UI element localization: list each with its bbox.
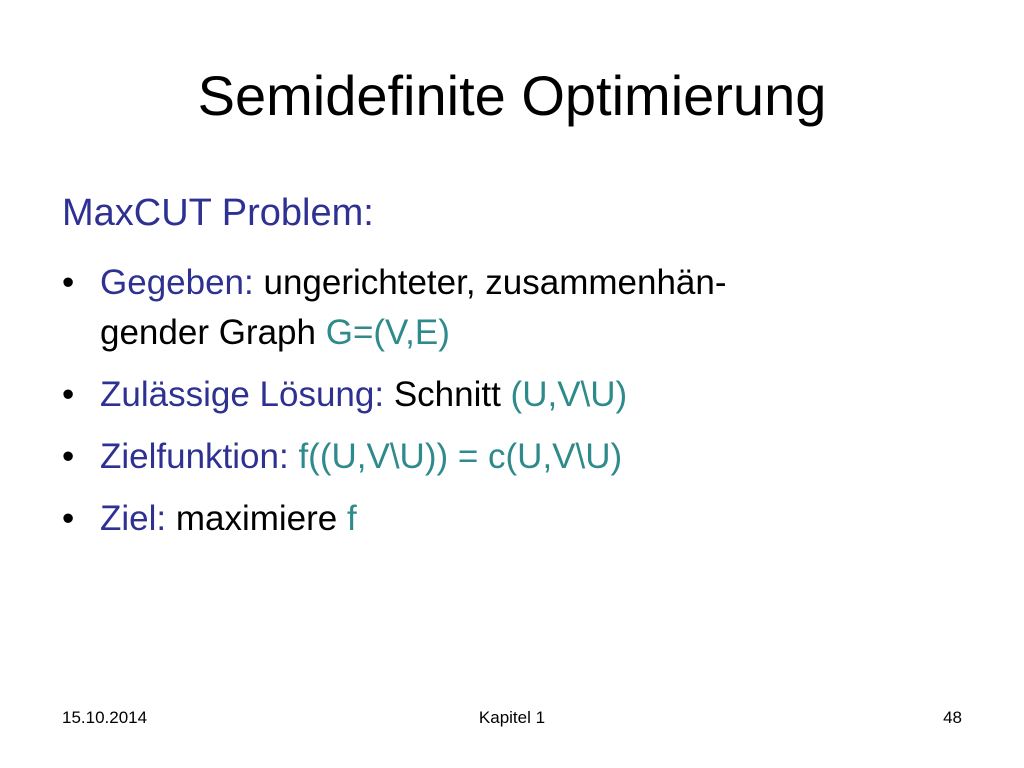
bullet-goal-text: maximiere <box>175 499 338 538</box>
bullet-objective-math: f((U,V\U)) = c(U,V\U) <box>298 437 623 476</box>
bullet-given-line-1 <box>100 258 962 308</box>
bullet-symbol: • <box>62 437 75 476</box>
bullet-symbol: • <box>62 375 75 414</box>
bullet-given-label: Gegeben: <box>100 263 254 302</box>
footer-page-number: 48 <box>943 708 962 727</box>
bullet-goal-math: f <box>347 499 357 538</box>
footer-chapter: Kapitel 1 <box>478 708 546 727</box>
bullet-list <box>62 258 962 556</box>
bullet-given-text-cont: gender Graph <box>100 313 316 352</box>
bullet-given-text: ungerichteter, zusammenhän- <box>263 263 727 302</box>
bullet-objective-line <box>100 432 962 482</box>
bullet-given-line-2 <box>100 308 962 358</box>
bullet-objective-label: Zielfunktion: <box>100 437 289 476</box>
bullet-symbol: • <box>62 263 75 302</box>
bullet-objective-function <box>62 432 962 482</box>
slide-title: Semidefinite Optimierung <box>197 64 827 127</box>
bullet-feasible-math: (U,V\U) <box>510 375 628 414</box>
bullet-symbol: • <box>62 499 75 538</box>
bullet-feasible-text: Schnitt <box>393 375 501 414</box>
footer-date: 15.10.2014 <box>62 708 148 727</box>
bullet-feasible-solution <box>62 370 962 420</box>
subheading-maxcut: MaxCUT Problem: <box>62 192 374 234</box>
bullet-given <box>62 258 962 358</box>
bullet-feasible-line <box>100 370 962 420</box>
bullet-goal-line <box>100 494 962 544</box>
bullet-given-math: G=(V,E) <box>325 313 450 352</box>
bullet-feasible-label: Zulässige Lösung: <box>100 375 385 414</box>
bullet-goal <box>62 494 962 544</box>
bullet-goal-label: Ziel: <box>100 499 167 538</box>
